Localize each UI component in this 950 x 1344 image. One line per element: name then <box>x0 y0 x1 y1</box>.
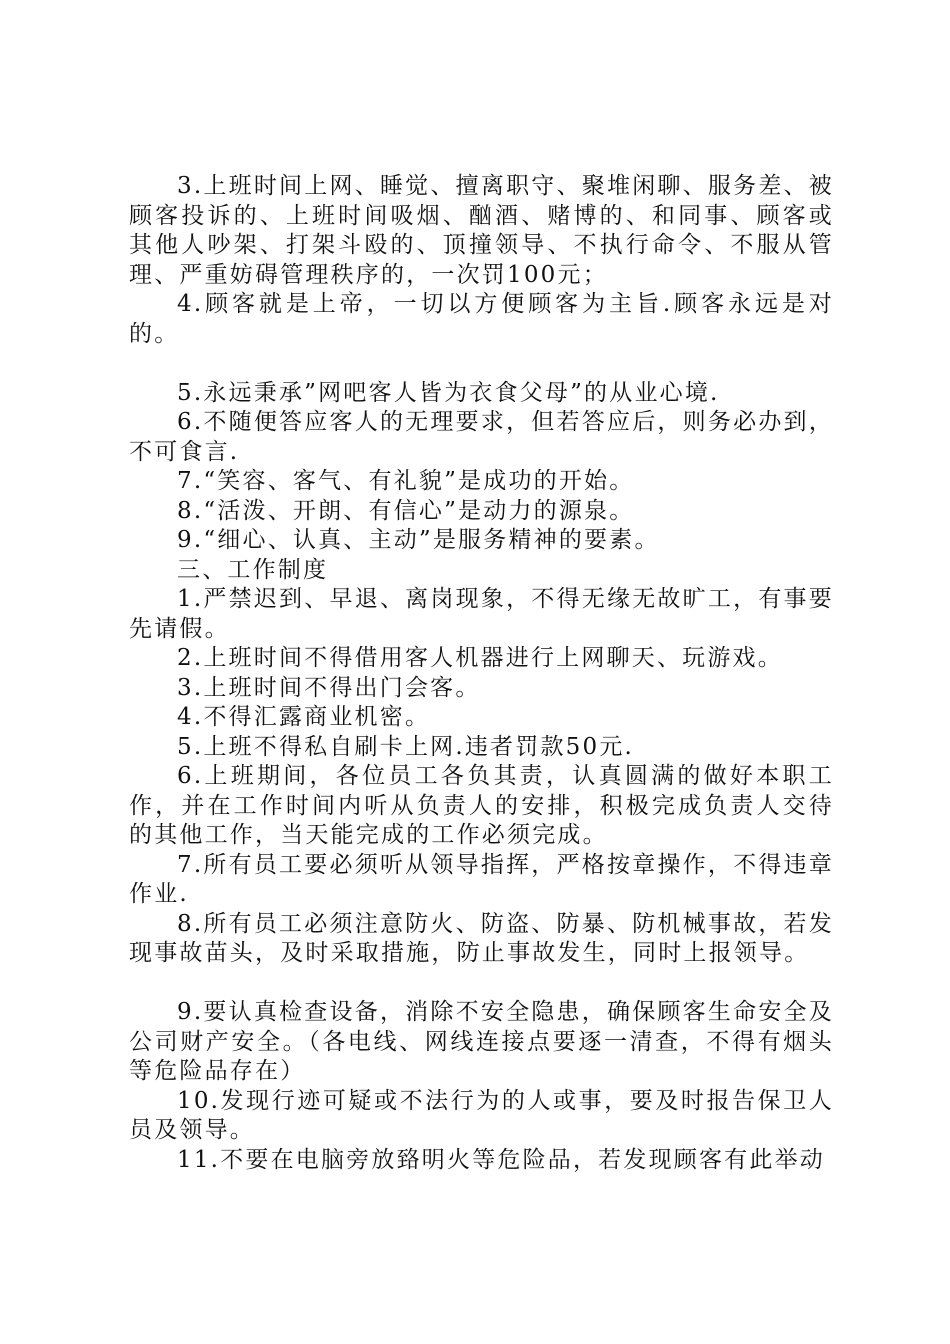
rule-paragraph: 2.上班时间不得借用客人机器进行上网聊天、玩游戏。 <box>177 645 783 671</box>
rule-paragraph: 9.“细心、认真、主动”是服务精神的要素。 <box>177 527 660 553</box>
paragraph-gap <box>129 969 834 999</box>
rule-paragraph: 4.不得汇露商业机密。 <box>177 704 431 730</box>
rule-paragraph: 3.上班时间不得出门会客。 <box>177 674 481 701</box>
rule-paragraph: 5.上班不得私自刷卡上网.违者罚款50元. <box>177 733 635 760</box>
rule-paragraph: 8.“活泼、开朗、有信心”是动力的源泉。 <box>177 497 635 524</box>
rule-paragraph: 6.不随便答应客人的无理要求，但若答应后，则务必办到，不可食言. <box>129 409 834 465</box>
paragraph-gap <box>129 349 834 379</box>
document-body <box>129 172 834 1175</box>
rule-paragraph: 1.严禁迟到、早退、离岗现象，不得无缘无故旷工，有事要先请假。 <box>129 586 834 642</box>
rule-paragraph: 8.所有员工必须注意防火、防盗、防暴、防机械事故，若发现事故苗头，及时采取措施，防止事故发生，同时上报领导。 <box>129 910 834 966</box>
rule-paragraph: 3.上班时间上网、睡觉、擅离职守、聚堆闲聊、服务差、被顾客投诉的、上班时间吸烟、酗酒、赌博的、和同事、顾客或其他人吵架、打架斗殴的、顶撞领导、不执行命令、不服从管理、严重妨碍管理秩序的，一次罚100元； <box>129 173 834 288</box>
rule-paragraph: 10.发现行迹可疑或不法行为的人或事，要及时报告保卫人员及领导。 <box>129 1087 834 1143</box>
rule-paragraph: 11.不要在电脑旁放臵明火等危险品，若发现顾客有此举动 <box>177 1146 825 1173</box>
section-heading: 三、工作制度 <box>177 556 329 583</box>
rule-paragraph: 7.所有员工要必须听从领导指挥，严格按章操作，不得违章作业. <box>129 851 834 907</box>
rule-paragraph: 9.要认真检查设备，消除不安全隐患，确保顾客生命安全及公司财产安全。（各电线、网线连接点要逐一清查，不得有烟头等危险品存在） <box>129 999 834 1084</box>
rule-paragraph: 4.顾客就是上帝，一切以方便顾客为主旨.顾客永远是对的。 <box>129 291 834 347</box>
rule-paragraph: 5.永远秉承”网吧客人皆为衣食父母”的从业心境. <box>177 379 720 406</box>
rule-paragraph: 7.“笑容、客气、有礼貌”是成功的开始。 <box>177 468 635 494</box>
rule-paragraph: 6.上班期间，各位员工各负其责，认真圆满的做好本职工作，并在工作时间内听从负责人的安排，积极完成负责人交待的其他工作，当天能完成的工作必须完成。 <box>129 763 834 848</box>
